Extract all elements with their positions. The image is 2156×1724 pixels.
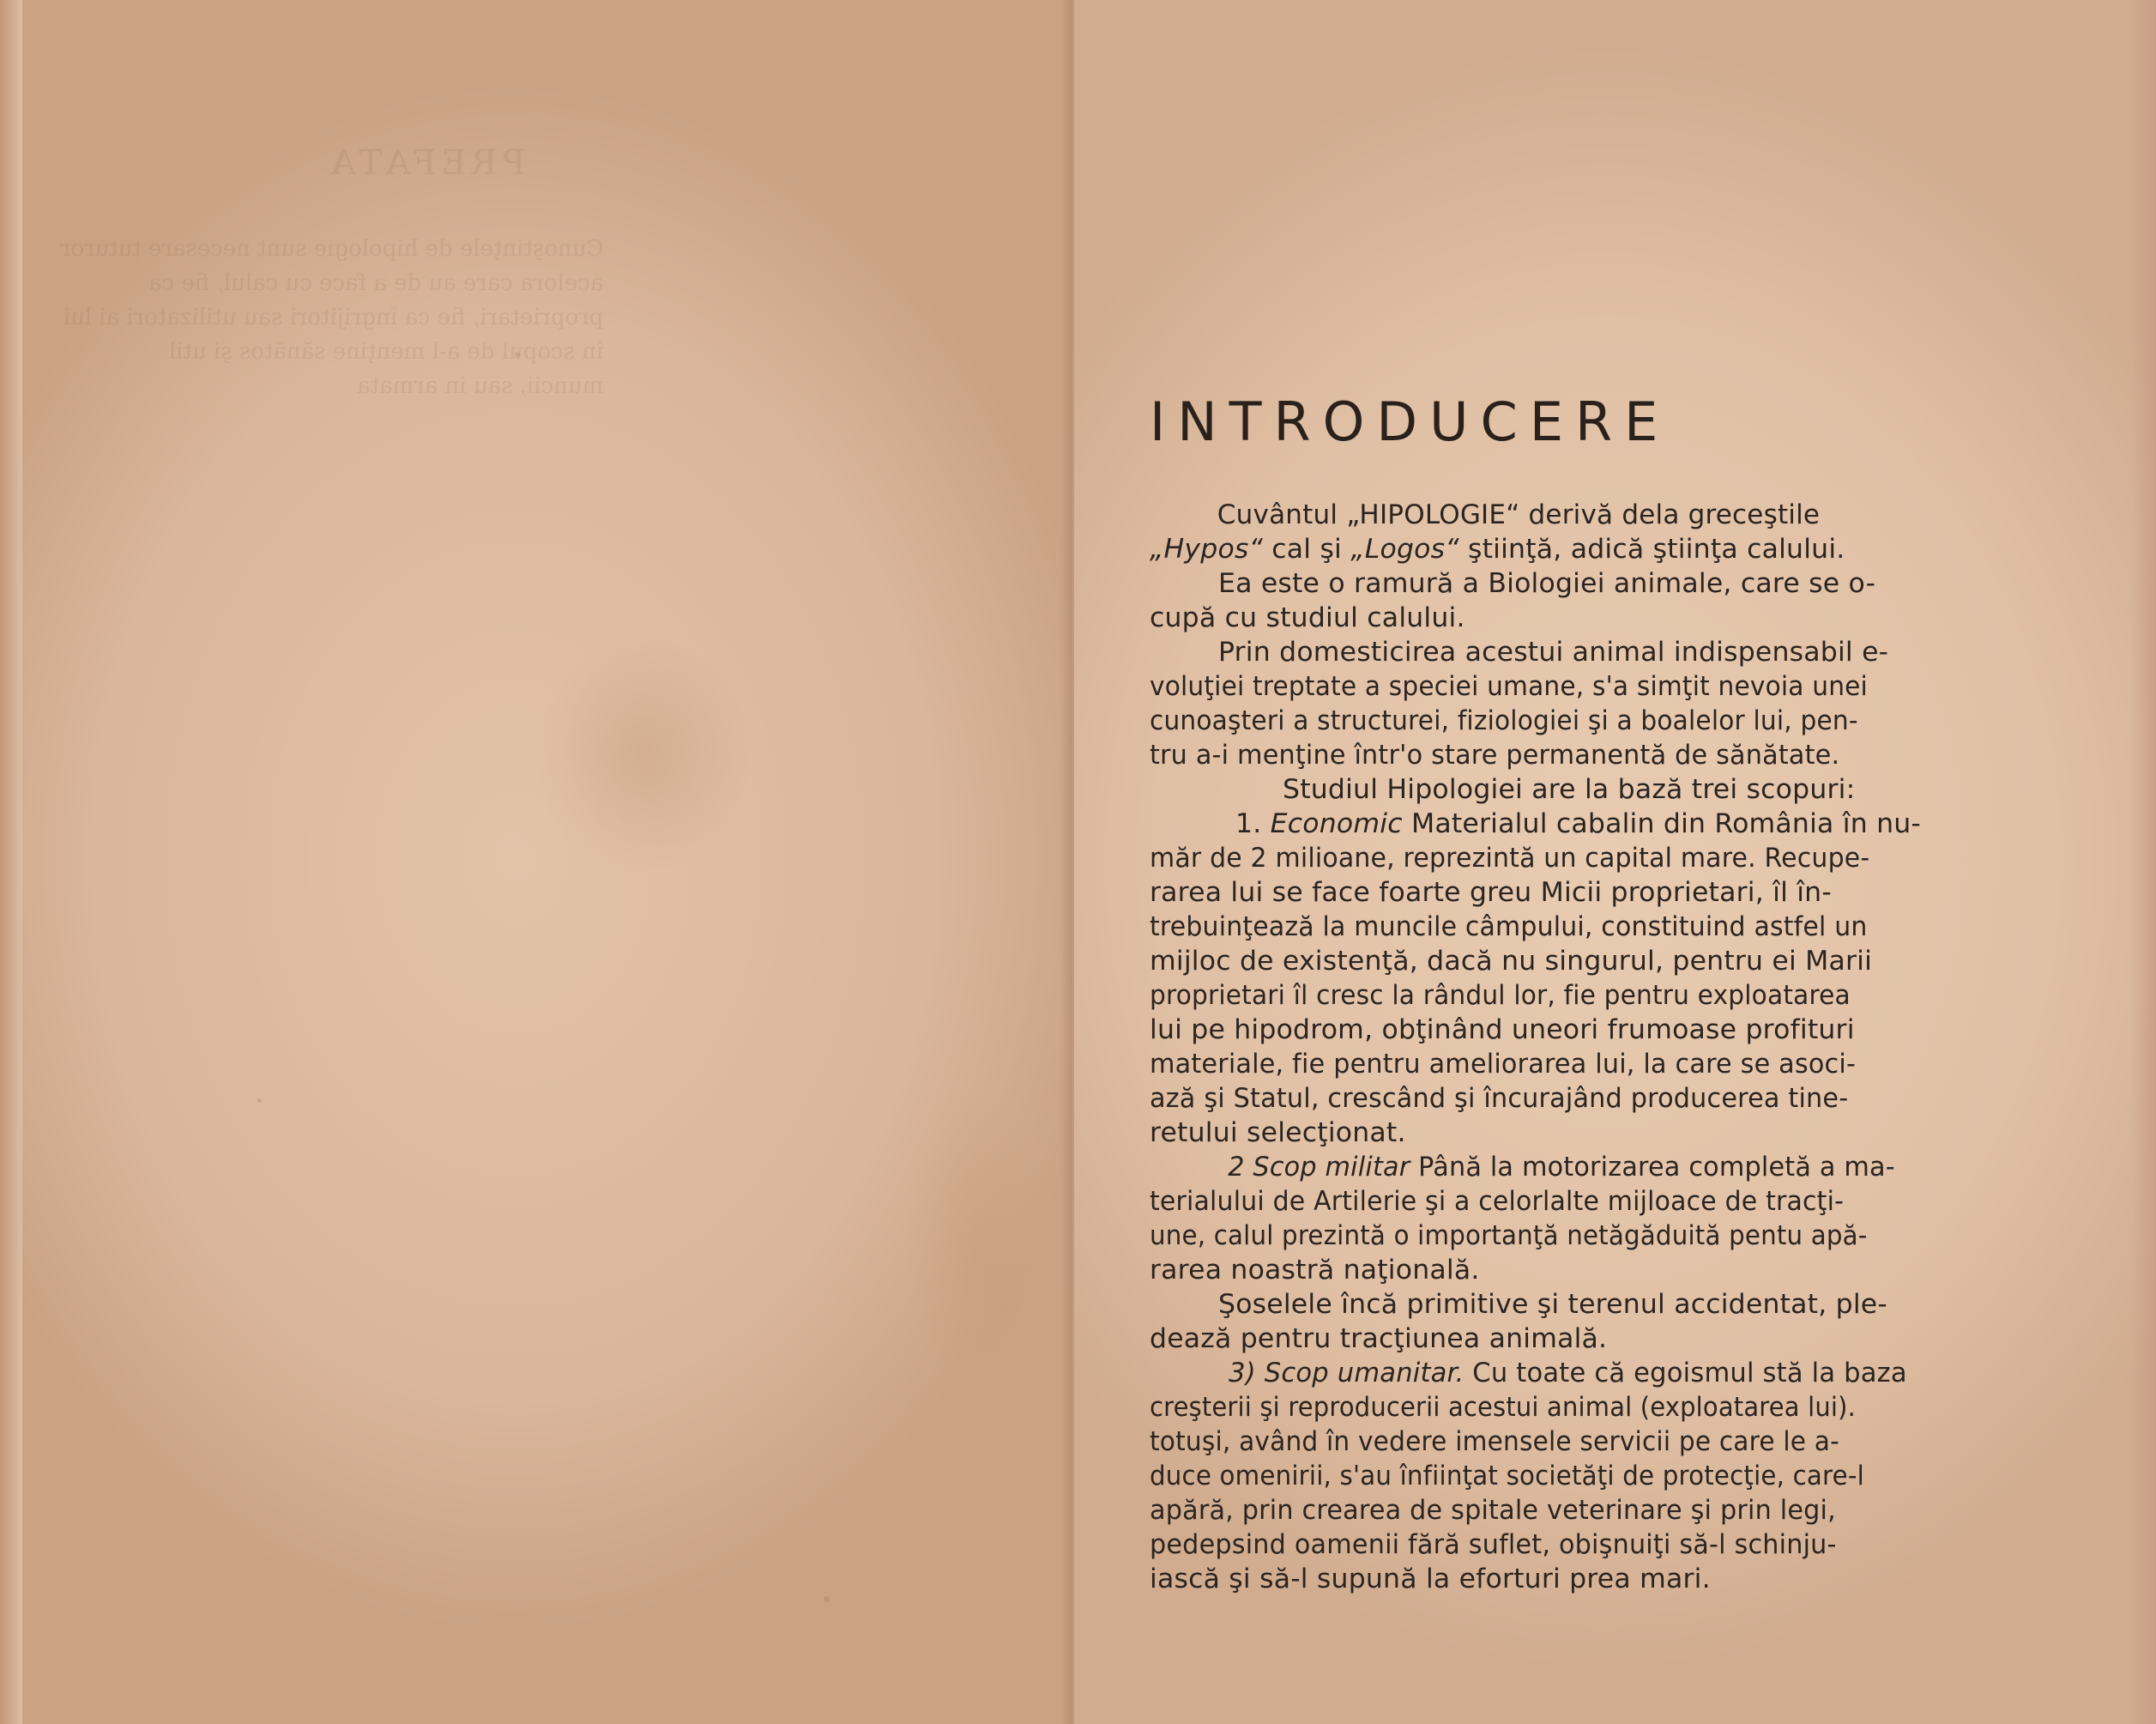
italic-term: 2 Scop militar: [1228, 1152, 1410, 1183]
text-run: Materialul cabalin din România în nu-: [1402, 808, 1921, 839]
left-page-edge: [0, 0, 22, 1724]
text-line: voluţiei treptate a speciei umane, s'a simţit nevoia unei: [1150, 671, 1868, 702]
bleed-line: acelora care au de a face cu calul, fie ca: [148, 270, 604, 296]
text-line: totuşi, având în vedere imensele servicii pe care le a-: [1150, 1426, 1839, 1457]
bleed-through-title: PREFATA: [326, 143, 526, 183]
italic-term: „Hypos“: [1150, 534, 1264, 565]
bleed-line: în scopul de a-l menţine sănătos şi util: [168, 339, 604, 365]
text-run: Cuvântul „HIPOLOGIE“ derivă dela greceştile: [1217, 499, 1821, 530]
text-line: iască şi să-l supună la eforturi prea mari.: [1150, 1564, 1711, 1594]
text-line: creşterii şi reproducerii acestui animal (exploatarea lui).: [1150, 1392, 1856, 1423]
left-page: [0, 0, 1072, 1724]
text-run: cal şi: [1263, 534, 1351, 565]
text-run: ştiinţă, adică ştiinţa calului.: [1458, 534, 1845, 565]
text-line: apără, prin crearea de spitale veterinare şi prin legi,: [1150, 1495, 1836, 1526]
text-line: [1150, 807, 1973, 841]
text-line: Studiul Hipologiei are la bază trei scopuri:: [1283, 774, 1856, 805]
text-line: trebuinţează la muncile câmpului, constituind astfel un: [1150, 911, 1868, 942]
list-number: 1.: [1235, 808, 1271, 839]
introduction-text: [1150, 498, 1973, 1596]
text-line: tru a-i menţine într'o stare permanentă de sănătate.: [1150, 740, 1840, 771]
text-line: terialului de Artilerie şi a celorlalte mijloace de tracţi-: [1150, 1186, 1845, 1217]
text-line: une, calul prezintă o importanţă netăgăduită pentu apă-: [1150, 1220, 1868, 1251]
right-page-edge: [2130, 0, 2156, 1724]
text-line: [1150, 1150, 1941, 1184]
text-line: Ea este o ramură a Biologiei animale, care se o-: [1218, 568, 1876, 599]
text-line: [1150, 532, 1973, 566]
bleed-line: Cunoştinţele de hipologie sunt necesare tuturor: [60, 236, 604, 262]
text-line: ază şi Statul, crescând şi încurajând producerea tine-: [1150, 1083, 1849, 1114]
text-line: [1150, 498, 1961, 532]
text-run: Până la motorizarea completă a ma-: [1410, 1152, 1895, 1183]
text-line: Prin domesticirea acestui animal indispensabil e-: [1218, 637, 1889, 668]
text-line: proprietari îl cresc la rândul lor, fie pentru exploatarea: [1150, 980, 1851, 1011]
text-line: rarea noastră naţională.: [1150, 1255, 1480, 1285]
text-line: duce omenirii, s'au înfiinţat societăţi de protecţie, care-l: [1150, 1461, 1864, 1491]
text-line: Şoselele încă primitive şi terenul accidentat, ple-: [1218, 1289, 1887, 1320]
text-line: rarea lui se face foarte greu Micii proprietari, îl în-: [1150, 877, 1832, 908]
text-run: Cu toate că egoismul stă la baza: [1464, 1358, 1907, 1388]
paper-speck: [257, 1098, 262, 1103]
text-line: lui pe hipodrom, obţinând uneori frumoase profituri: [1150, 1014, 1855, 1045]
italic-term: Economic: [1270, 808, 1403, 839]
text-line: retului selecţionat.: [1150, 1117, 1406, 1148]
text-line: cupă cu studiul calului.: [1150, 602, 1465, 633]
text-line: [1150, 1356, 1948, 1390]
text-line: dează pentru tracţiunea animală.: [1150, 1323, 1608, 1354]
paper-speck: [515, 352, 520, 357]
text-line: mijloc de existenţă, dacă nu singurul, pentru ei Marii: [1150, 946, 1873, 977]
bleed-through-text: [60, 232, 603, 403]
italic-term: 3) Scop umanitar.: [1229, 1358, 1465, 1388]
text-line: cunoaşteri a structurei, fiziologiei şi a boalelor lui, pen-: [1150, 705, 1858, 736]
bleed-line: muncii, sau in armata: [357, 373, 604, 399]
paper-speck: [824, 1596, 830, 1602]
page-title: INTRODUCERE: [1150, 390, 1670, 453]
bleed-line: proprietari, fie ca îngrijitori sau utilizatori ai lui: [63, 305, 604, 330]
italic-term: „Logos“: [1350, 534, 1459, 565]
text-line: măr de 2 milioane, reprezintă un capital mare. Recupe-: [1150, 843, 1870, 874]
text-line: materiale, fie pentru ameliorarea lui, la care se asoci-: [1150, 1049, 1857, 1080]
text-line: pedepsind oamenii fără suflet, obişnuiţi să-l schinju-: [1150, 1529, 1837, 1560]
